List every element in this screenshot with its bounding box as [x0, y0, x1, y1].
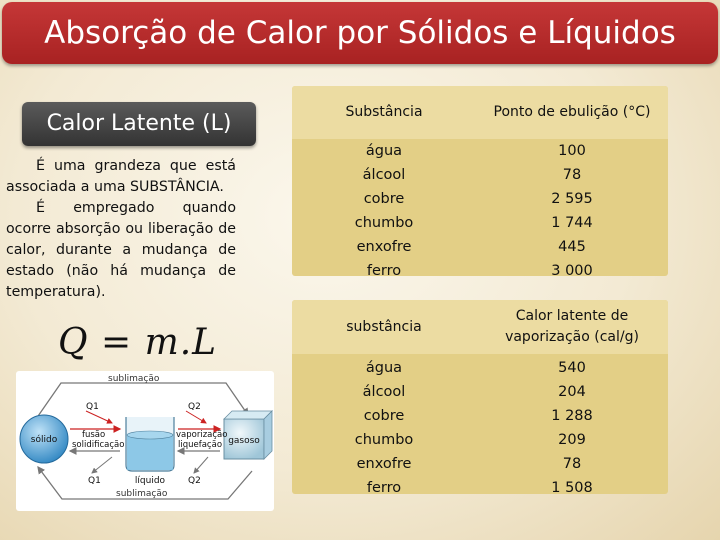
substance-cell: ferro [366, 480, 402, 496]
header-boiling-point: Ponto de ebulição (°C) [493, 104, 651, 120]
value-cell: 100 [558, 143, 586, 159]
slide-title: Absorção de Calor por Sólidos e Líquidos [2, 2, 718, 64]
table-row [292, 259, 668, 283]
table-row [292, 452, 668, 476]
table-row [292, 476, 668, 500]
description-paragraph-1: É uma grandeza que está associada a uma SUBSTÂNCIA. [6, 158, 236, 195]
substance-cell: água [365, 143, 403, 159]
table-row [292, 404, 668, 428]
boiling-table-header [292, 86, 668, 139]
value-cell: 204 [558, 384, 586, 400]
substance-cell: chumbo [354, 215, 414, 231]
sublimation-bottom-label: sublimação [116, 489, 168, 499]
liquefaction-label: liquefação [178, 440, 223, 450]
liquid-label: líquido [134, 476, 166, 486]
vaporization-label: vaporização [176, 430, 228, 440]
boiling-point-table [292, 86, 668, 279]
boiling-table-rows [292, 139, 668, 283]
substance-cell: enxofre [356, 239, 412, 255]
value-cell: 1 508 [551, 480, 593, 496]
phase-change-diagram [16, 371, 274, 511]
solid-label: sólido [30, 435, 58, 445]
q2-bottom-label: Q2 [188, 476, 201, 486]
latent-heat-table [292, 300, 668, 494]
table-row [292, 235, 668, 259]
latent-heat-formula: Q = m.L [58, 322, 218, 363]
substance-cell: cobre [363, 191, 405, 207]
latent-table-header [292, 300, 668, 354]
table-row [292, 380, 668, 404]
value-cell: 78 [562, 456, 582, 472]
q1-bottom-label: Q1 [88, 476, 101, 486]
header-substance-2: substância [346, 319, 422, 335]
subtitle-banner: Calor Latente (L) [22, 102, 256, 146]
table-row [292, 163, 668, 187]
solidification-label: solidificação [72, 440, 125, 450]
q2-top-label: Q2 [188, 402, 201, 412]
table-row [292, 428, 668, 452]
latent-table-rows [292, 356, 668, 500]
table-row [292, 139, 668, 163]
table-row [292, 187, 668, 211]
description-text [6, 156, 236, 303]
substance-cell: enxofre [356, 456, 412, 472]
gas-label: gasoso [228, 436, 260, 446]
value-cell: 209 [558, 432, 586, 448]
header-substance: Substância [345, 104, 423, 120]
description-paragraph-2: É empregado quando ocorre absorção ou liberação de calor, durante a mudança de estado (não há mudança de temperatura). [6, 200, 236, 300]
substance-cell: ferro [366, 263, 402, 279]
phase-change-svg [16, 371, 274, 511]
value-cell: 445 [558, 239, 586, 255]
value-cell: 2 595 [551, 191, 593, 207]
table-row [292, 356, 668, 380]
value-cell: 1 744 [551, 215, 593, 231]
substance-cell: cobre [363, 408, 405, 424]
table-row [292, 211, 668, 235]
substance-cell: álcool [362, 167, 406, 183]
substance-cell: chumbo [354, 432, 414, 448]
q1-top-label: Q1 [86, 402, 99, 412]
value-cell: 1 288 [551, 408, 593, 424]
fusion-label: fusão [82, 430, 106, 440]
value-cell: 78 [562, 167, 582, 183]
value-cell: 3 000 [551, 263, 593, 279]
substance-cell: álcool [362, 384, 406, 400]
substance-cell: água [365, 360, 403, 376]
beaker-liquid [127, 435, 173, 470]
header-latent-heat: Calor latente de vaporização (cal/g) [505, 308, 639, 345]
sublimation-top-arrow [36, 383, 248, 419]
sublimation-top-label: sublimação [108, 374, 160, 384]
value-cell: 540 [558, 360, 586, 376]
